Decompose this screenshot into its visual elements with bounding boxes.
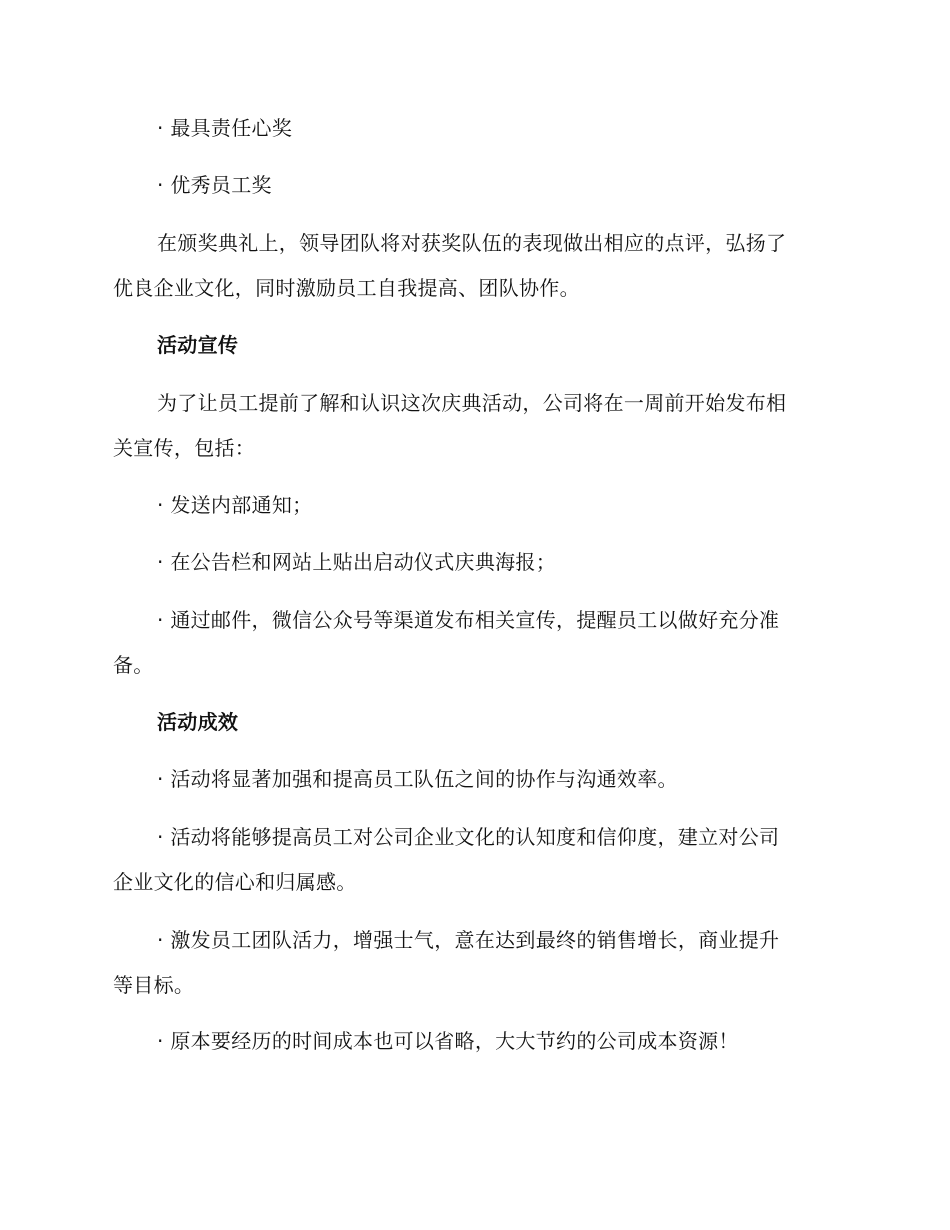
bullet-line: 等目标。 <box>113 973 195 997</box>
bullet-item <box>113 598 833 688</box>
section-heading <box>113 323 833 368</box>
bullet-line: · 活动将显著加强和提高员工队伍之间的协作与沟通效率。 <box>157 767 678 791</box>
paragraph-line: 优良企业文化，同时激励员工自我提高、团队协作。 <box>113 276 580 300</box>
bullet-line: · 激发员工团队活力，增强士气，意在达到最终的销售增长，商业提升 <box>157 928 780 952</box>
bullet-line: 备。 <box>113 653 154 677</box>
bullet-item <box>113 757 833 802</box>
bullet-item <box>113 163 833 208</box>
paragraph <box>113 221 833 311</box>
heading-text: 活动成效 <box>157 710 239 734</box>
bullet-item <box>113 815 833 905</box>
bullet-line: · 原本要经历的时间成本也可以省略，大大节约的公司成本资源！ <box>157 1029 739 1053</box>
paragraph-line: 为了让员工提前了解和认识这次庆典活动，公司将在一周前开始发布相 <box>157 391 787 415</box>
heading-text: 活动宣传 <box>157 333 239 357</box>
bullet-line: 企业文化的信心和归属感。 <box>113 870 357 894</box>
section-heading <box>113 700 833 745</box>
paragraph-line: 在颁奖典礼上，领导团队将对获奖队伍的表现做出相应的点评，弘扬了 <box>157 231 787 255</box>
bullet-item <box>113 106 833 151</box>
bullet-line: · 在公告栏和网站上贴出启动仪式庆典海报； <box>157 550 557 574</box>
paragraph-line: 关宣传，包括： <box>113 436 256 460</box>
bullet-line: · 优秀员工奖 <box>157 173 272 197</box>
bullet-line: · 活动将能够提高员工对公司企业文化的认知度和信仰度，建立对公司 <box>157 825 780 849</box>
bullet-item <box>113 540 833 585</box>
bullet-item <box>113 918 833 1008</box>
bullet-line: · 发送内部通知； <box>157 493 313 517</box>
bullet-line: · 最具责任心奖 <box>157 116 293 140</box>
bullet-item <box>113 1019 833 1064</box>
paragraph <box>113 381 833 471</box>
bullet-line: · 通过邮件，微信公众号等渠道发布相关宣传，提醒员工以做好充分准 <box>157 608 780 632</box>
bullet-item <box>113 483 833 528</box>
